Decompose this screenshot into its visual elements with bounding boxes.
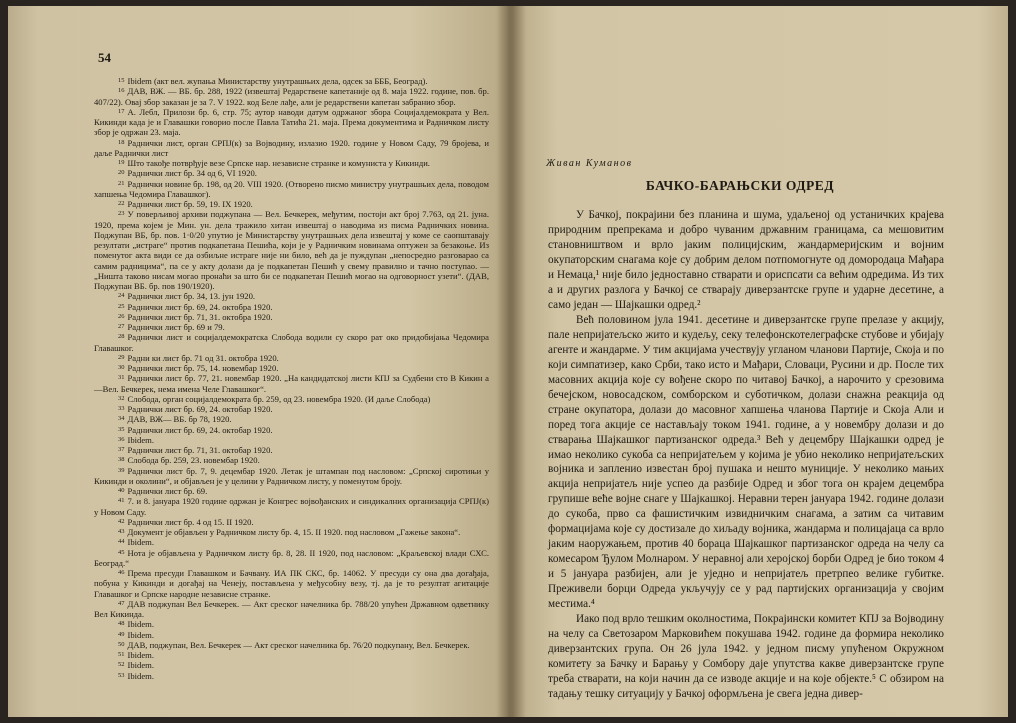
footnote-number: 31 [118,374,125,382]
footnote-number: 22 [118,200,125,207]
footnote-item [94,660,489,670]
footnote-text: 7. и 8. јануара 1920 године одржан је Конгрес војвођанских и синдикалних организација СРПЈ(к) у Новом Саду. [94,496,489,517]
footnote-number: 49 [118,630,125,638]
footnote-text: Раднички лист бр. 77, 21. новембар 1920. „На кандидатској листи КПЈ за Судбени сто В Кикин а—Вел. Бечкерек, нема имена Челе Главашког“. [94,373,489,394]
footnote-number: 25 [118,302,125,310]
footnote-text: Раднички лист и социјалдемократска Слобода водили су скоро рат око придобијања Чедомира Главашког. [94,332,489,353]
footnote-number: 50 [118,640,125,648]
footnote-item [94,445,489,455]
footnote-item [94,650,489,660]
author-name: Живан Куманов [546,158,633,169]
footnote-number: 15 [118,77,125,84]
body-paragraph: Иако под врло тешким околностима, Покрајински комитет КПЈ за Војводину на челу са Светозаром Марковићем покушава 1942. године да формира неколико диверзантских група. Он 26 јула 1942. у једном писму упућеном Окружном комитету за Бачку и Барању у Сомбору даје упутства какве диверзантске групе треба стварати, на који начин да се изводе акције и на које објекте.⁵ С обзиром на тадању тешку ситуацију у Бачкој оформљена је свега једна дивер- [548,613,944,700]
footnote-text: Према пресуди Главашком и Бачвану. ИА ПК СКС, бр. 14062. У пресуди су она два догађаја, побуна у Кикинди и догађај на Ченеју, постављена у међусобну везу, тј. да је то резултат агитације Главашког и Српске народне независне странке. [94,568,489,599]
footnote-number: 46 [118,569,125,576]
footnote-text: Раднички новине бр. 198, од 20. VIII 1920. (Отворено писмо министру унутрашњих дела, поводом хапшења Чедомира Главашког). [94,178,489,199]
footnote-item [94,425,489,435]
footnote-item [94,353,489,363]
footnote-item [94,671,489,681]
footnote-item [94,435,489,445]
footnote-number: 28 [118,333,125,341]
footnote-number: 33 [118,405,125,412]
footnote-text: Ibidem. [127,650,154,660]
footnote-number: 35 [118,425,125,433]
body-paragraph: У Бачкој, покрајини без планина и шума, удаљеној од устаничких крајева природним препрекама и добро чуваним државним границама, са мешовитим становништвом и врло јаким полицијским, жандармеријским и војним окупаторским снагама које су добрим делом потпомогнуте од домородаца Мађара и Немаца,¹ није било једноставно стварати и ориспсати са већим одредима. Из тих а и других разлога у Бачкој се стварају диверзантске групе и ударне десетине, а само један — Шајкашки одред.² [548,209,944,311]
footnote-item [94,599,489,620]
footnote-text: Раднички лист бр. 34 од 6, VI 1920. [127,168,257,179]
footnote-number: 17 [118,107,125,115]
footnote-text: Нота је објављена у Радничком листу бр. 8, 28. II 1920, под насловом: „Краљевској влади СХС. Београд.“ [94,547,489,568]
footnote-item [94,548,489,569]
footnote-number: 51 [118,651,125,658]
footnote-item [94,486,489,496]
footnote-item [94,107,489,138]
footnote-text: Раднички лист бр. 4 од 15. II 1920. [127,516,254,527]
footnote-item [94,517,489,527]
footnote-item [94,527,489,537]
footnote-text: Ibidem (акт вел. жупања Министарству унутрашњих дела, одсек за БББ, Београд). [127,76,428,86]
footnote-item [94,209,489,291]
footnote-text: Ibidem. [127,434,154,445]
footnote-item [94,414,489,424]
footnote-item [94,332,489,353]
footnote-item [94,640,489,650]
footnote-text: ДАВ поджупан Вел Бечкерек. — Акт среског начелника бр. 788/20 упућен Државном одветнику Вел Кикинда. [94,598,489,619]
footnote-number: 38 [118,456,125,464]
footnote-text: Слобода бр. 259, 23. новембар 1920. [127,455,260,466]
footnote-item [94,568,489,599]
page-number: 54 [98,50,111,65]
footnote-number: 36 [118,435,125,443]
footnote-number: 37 [118,446,125,453]
footnote-number: 47 [118,599,125,607]
footnote-text: Ibidem. [127,619,154,630]
footnote-item [94,373,489,394]
footnote-item [94,302,489,312]
footnote-number: 21 [118,179,125,187]
footnote-number: 24 [118,292,125,300]
footnote-text: Раднички лист бр. 34, 13. јун 1920. [127,291,256,302]
footnote-item [94,363,489,373]
footnote-text: Раднички лист бр. 7, 9. децембар 1920. Летак је штампан под насловом: „Српској сиротињи у Кикинди и околини“, и објављен је у целини у Радничком листу, у поменутом броју. [94,465,489,486]
footnote-text: ДАВ, поджупан, Вел. Бечкерек — Акт среског начелника бр. 76/20 подкупану, Вел. Бечкерек. [127,639,470,650]
footnote-item [94,312,489,322]
footnote-text: Ibidem. [127,629,154,640]
footnote-text: Ibidem. [127,670,154,681]
footnote-number: 43 [118,528,125,535]
footnote-item [94,466,489,487]
footnote-number: 16 [118,87,125,95]
footnote-text: Раднички лист бр. 69, 24. октобра 1920. [127,301,273,312]
footnote-number: 20 [118,169,125,177]
footnote-text: Раднички лист бр. 75, 14. новембар 1920. [127,363,279,373]
footnote-number: 34 [118,415,125,423]
footnote-text: Што такође потврђује везе Српске нар. независне странке и комуниста у Кикинди. [127,158,430,168]
footnote-number: 53 [118,671,125,679]
footnote-text: Раднички лист бр. 69, 24. октобар 1920. [127,404,273,414]
body-text [548,208,944,702]
footnote-text: Раднички лист бр. 69. [127,486,208,496]
footnote-text: ДАВ, ВЖ— ВБ. бр 78, 1920. [127,414,232,425]
footnote-number: 40 [118,487,125,494]
footnote-number: 26 [118,312,125,320]
footnote-item [94,291,489,301]
footnote-item [94,86,489,107]
footnote-number: 32 [118,394,125,402]
footnote-item [94,179,489,200]
footnote-item [94,455,489,465]
footnote-number: 23 [118,210,125,218]
body-paragraph: Већ половином јула 1941. десетине и диверзантске групе прелазе у акцију, пале непријатељско жито и кудељу, секу телефонскотелеграфске стубове и убијају агенте и жандарме. У тим акцијама учествују угланом чланови Партије, Скоја и по који симпатизер, како Срби, тако исто и Мађари, Словаци, Русини и др. После тих масовних акција које су вођене скоро по читавој Бачкој, а нарочито у срезовима бечејском, новосадском, сомборском и суботичком, долази снажна реакција од стране окупатора, долази до масовног хапшења чланова Партије и Скоја Али и поред тога акције се настављају током 1941. године, а у новембру долази и до стварања Шајкашког партизанског одреда.³ Већ у децембру Шајкашки одред је имао неколико сукоба са непријатељем у којима је убио неколико непријатељских војника и запленио известан број пушака и нешто муниције. У неколико мањих акција непријатељ није успео да разбије Одред и због тога он крајем децембра групише веће војне снаге у Шајкашкој. Неравни терен јануара 1942. године долази до сукоба, прво са фашистичким извидничким снагама, а затим са читавим формацијама које су достизале до хиљаду војника, жандарма и полицајаца са врло јаким наоружањем, против 40 бораца Шајкашког партизанског одреда на челу са комесаром Ђулом Молнаром. У неравној али херојској борби Одред је био током 4 и 5 јануара разбијен, али је уједно и непријатељ претрпео велике губитке. Преживели борци Одреда укључују се у рад партијских организација у својим местима.⁴ [548,313,944,611]
footnote-number: 42 [118,517,125,525]
footnote-item [94,496,489,517]
footnote-text: Раднички лист бр. 69 и 79. [127,322,225,332]
footnote-number: 27 [118,323,125,330]
footnote-number: 39 [118,466,125,474]
footnote-item [94,76,489,86]
footnote-text: Радни ки лист бр. 71 од 31. октобра 1920. [127,352,279,363]
footnote-item [94,404,489,414]
footnote-item [94,199,489,209]
footnote-item [94,168,489,178]
footnote-text: Документ је објављен у Радничком листу бр. 4, 15. II 1920. под насловом „Гажење закона“. [127,527,461,537]
footnotes-list [94,76,489,681]
footnote-text: Раднички лист бр. 71, 31. октобар 1920. [127,445,273,455]
footnote-text: Ibidem. [127,660,154,671]
chapter-title: БАЧКО-БАРАЊСКИ ОДРЕД [645,178,835,193]
book-gutter [496,6,526,717]
left-page [8,6,508,717]
footnote-number: 30 [118,364,125,371]
footnote-text: Раднички лист бр. 71, 31. октобра 1920. [127,311,273,322]
footnote-item [94,619,489,629]
footnote-text: Раднички лист, орган СРПЈ(к) за Војводину, излазио 1920. године у Новом Саду, 79 бројева, и даље Раднички лист [94,137,489,158]
footnote-number: 48 [118,620,125,628]
footnote-item [94,138,489,159]
footnote-item [94,537,489,547]
footnote-number: 52 [118,661,125,669]
footnote-text: А. Лебл, Прилози бр. 6, стр. 75; аутор наводи датум одржаног збора Социјалдемократа у Вел. Кикинди када је и Главашки говорио после Павла Татића 21. маја. Према документима и Радничком листу збор је одржан 23. маја. [94,106,489,138]
footnote-text: У поверљивој архиви поджупана — Вел. Бечкерек, међутим, постоји акт број 7.763, од 21. јуна. 1920, према којем је Мин. ун. дела тражило хитан извештај о наводима из писма Радничких новина. Поджупан ВБ, бр. пов. 1·0/20 упутио је Министарству унутрашњих дела извештај у коме се саопштавају резултати „истраге“ против подкапетана Пешића, који је у Радничким новинама оптужен за безакоње. Из поменутог акта види се да озбиљне истраге није ни било, већ да је пуждупан „непосредно разговарао са самим радницима“, па се у акту долази да је подкапетан Пешић у свему правилно и тачно поступао. — „Ништа таково нисам могао пронаћи за што би се подкапетан Пешић могао на одговорност узети“. (ДАВ, Поджупан ВБ. бр. пов 190/1920). [94,209,489,291]
footnote-number: 44 [118,538,125,546]
footnote-number: 29 [118,353,125,361]
footnote-item [94,630,489,640]
footnote-text: Ibidem. [127,537,154,548]
footnote-number: 18 [118,138,125,146]
footnote-number: 45 [118,548,125,556]
footnote-number: 19 [118,159,125,166]
footnote-item [94,158,489,168]
footnote-text: ДАВ, ВЖ. — ВБ. бр. 288, 1922 (извештај Редарствене капетаније од 8. маја 1922. године, пов. бр. 407/22). Овај збор заказан је за 7. V 1922. код Беле лађе, али је редарствени капетан забранио збор. [94,86,489,107]
footnote-number: 41 [118,497,125,505]
footnote-item [94,322,489,332]
footnote-text: Раднички лист бр. 59, 19. IX 1920. [127,199,253,209]
footnote-item [94,394,489,404]
footnote-text: Слобода, орган социјалдемократа бр. 259, од 23. новембра 1920. (И даље Слобода) [127,393,431,404]
footnote-text: Раднички лист бр. 69, 24. октобар 1920. [127,424,273,435]
